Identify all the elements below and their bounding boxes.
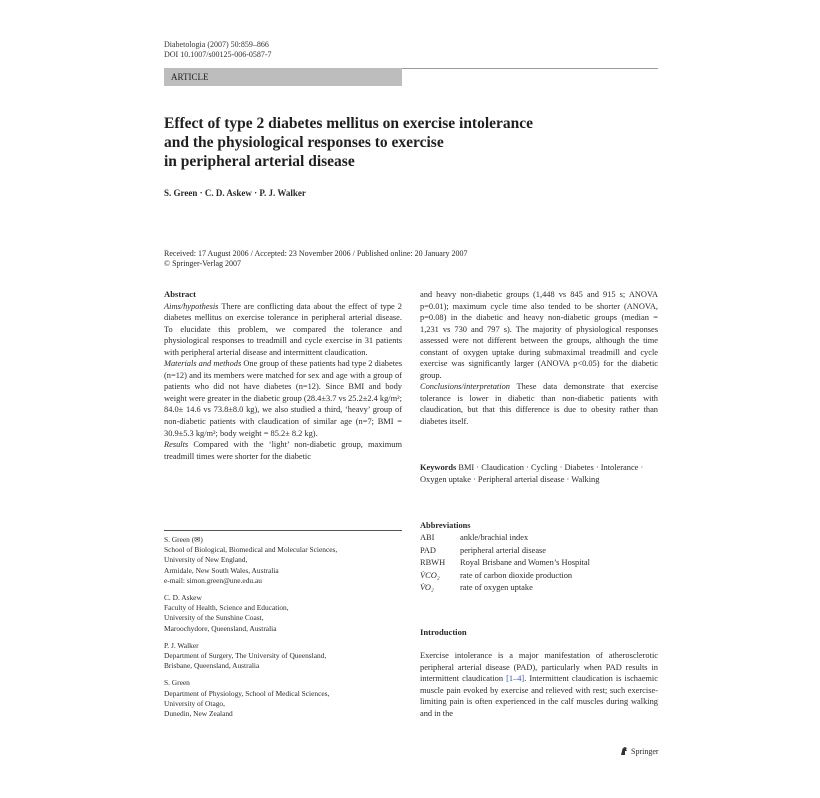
title-line: and the physiological responses to exercise	[164, 134, 444, 151]
abbreviation-row	[420, 532, 590, 544]
abstract-right-column	[420, 289, 658, 428]
affiliation-block	[164, 593, 402, 634]
introduction-text	[420, 650, 658, 720]
methods-label: Materials and methods	[164, 359, 242, 369]
affiliation-line: Maroochydore, Queensland, Australia	[164, 623, 277, 633]
publisher-logo	[619, 746, 659, 756]
affiliation-line: Armidale, New South Wales, Australia	[164, 565, 279, 575]
affiliation-line: Department of Surgery, The University of Queensland,	[164, 651, 327, 661]
abbreviation-row	[420, 582, 590, 594]
article-type-bar: ARTICLE	[164, 68, 402, 86]
keywords	[420, 462, 658, 486]
affiliation-line: School of Biological, Biomedical and Molecular Sciences,	[164, 545, 338, 555]
affiliation-line: University of the Sunshine Coast,	[164, 613, 264, 623]
abstract-conclusions	[420, 381, 658, 427]
methods-text: One group of these patients had type 2 diabetes (n=12) and its members were matched for sex and age with a group of patients who did not have diabetes (n=12). Since BMI and body weight were greater in the diabetic group (28.4±3.7 vs 25.2±2.4 kg/m²; 84.0± 14.6 vs 73.8±8.0 kg), we also studied a third, ‘heavy’ group of non-diabetic patients with claudication of similar age (n=7; BMI = 30.9±5.3 kg/m²; body weight = 85.2± 8.2 kg).	[164, 359, 402, 438]
abbreviation-key: PAD	[420, 545, 436, 555]
copyright-line: © Springer-Verlag 2007	[164, 259, 242, 268]
author-list: S. Green · C. D. Askew · P. J. Walker	[164, 188, 306, 198]
abbreviation-key: ABI	[420, 533, 435, 543]
introduction-heading: Introduction	[420, 627, 467, 637]
affiliation-line: Department of Physiology, School of Medical Sciences,	[164, 688, 330, 698]
conclusions-label: Conclusions/interpretation	[420, 382, 510, 392]
abbreviation-value: Royal Brisbane and Women’s Hospital	[460, 558, 590, 568]
affiliation-email: e-mail: simon.green@une.edu.au	[164, 575, 262, 585]
keywords-text: BMI · Claudication · Cycling · Diabetes · Intolerance · Oxygen uptake · Peripheral arterial disease · Walking	[420, 463, 644, 484]
journal-citation	[164, 40, 272, 60]
aims-label: Aims/hypothesis	[164, 301, 219, 311]
abbreviation-key: V̇O₂	[420, 583, 434, 593]
affiliation-name: S. Green (✉)	[164, 535, 203, 544]
abbreviations-table	[420, 532, 590, 594]
affiliation-line: Faculty of Health, Science and Education,	[164, 603, 289, 613]
affiliation-block	[164, 641, 402, 672]
abstract-results	[164, 439, 402, 462]
affiliation-block	[164, 678, 402, 719]
affiliations	[164, 535, 402, 726]
abbreviation-value: peripheral arterial disease	[460, 545, 547, 555]
abstract-methods	[164, 358, 402, 439]
abbreviation-value: rate of carbon dioxide production	[460, 570, 573, 580]
title-line: Effect of type 2 diabetes mellitus on exercise intolerance	[164, 115, 534, 132]
results-label: Results	[164, 440, 189, 450]
affiliation-name: S. Green	[164, 678, 190, 688]
abbreviation-row	[420, 557, 590, 569]
abbreviation-key: V̇CO₂	[420, 570, 440, 580]
affiliation-name: C. D. Askew	[164, 593, 202, 603]
abbreviation-value: rate of oxygen uptake	[460, 583, 533, 593]
springer-horse-icon	[619, 746, 629, 756]
abstract-left-column	[164, 289, 402, 462]
results-text: Compared with the ‘light’ non-diabetic group, maximum treadmill times were shorter for the diabetic	[164, 440, 402, 461]
abbreviation-key: RBWH	[420, 558, 446, 568]
abbreviation-value: ankle/brachial index	[460, 533, 529, 543]
aims-text: There are conflicting data about the effect of type 2 diabetes mellitus on exercise tolerance in peripheral arterial disease. To elucidate this problem, we compared the tolerance and physiological responses to treadmill and cycle exercise in 31 patients with peripheral arterial disease and intermittent claudication.	[164, 301, 402, 357]
doi-line: DOI 10.1007/s00125-006-0587-7	[164, 50, 272, 59]
results-continued: and heavy non-diabetic groups (1,448 vs 845 and 915 s; ANOVA p=0.01); maximum cycle time also tended to be shorter (ANOVA, p=0.08) in the diabetic and heavy non-diabetic groups (median = 1,231 vs 730 and 797 s). The majority of physiological responses assessed were not different between the groups, although the time constant of oxygen uptake during submaximal treadmill and cycle exercise was significantly larger (ANOVA p<0.05) for the diabetic group.	[420, 290, 658, 380]
journal-line: Diabetologia (2007) 50:859–866	[164, 40, 269, 49]
affiliation-line: University of New England,	[164, 555, 248, 565]
affiliation-line: Brisbane, Queensland, Australia	[164, 661, 260, 671]
citation-link[interactable]: [1–4]	[506, 674, 525, 684]
intro-text-a: Exercise intolerance is a major manifestation of atherosclerotic peripheral arterial disease (PAD), particularly when PAD results in intermittent claudication	[420, 651, 658, 684]
affiliation-line: University of Otago,	[164, 698, 225, 708]
abbreviations-heading: Abbreviations	[420, 521, 471, 530]
affiliation-rule	[164, 530, 402, 531]
paper-title	[164, 114, 644, 171]
received-line: Received: 17 August 2006 / Accepted: 23 November 2006 / Published online: 20 January 2007	[164, 249, 468, 258]
affiliation-block	[164, 535, 402, 586]
intro-text-b: . Intermittent claudication is ischaemic muscle pain evoked by exercise and relieved with rest; such exercise-limiting pain is often experienced in the calf muscles during walking and in the	[420, 674, 658, 718]
affiliation-name: P. J. Walker	[164, 640, 199, 650]
abbreviation-row	[420, 570, 590, 582]
publisher-name: Springer	[631, 746, 659, 756]
abstract-aims	[164, 301, 402, 359]
affiliation-line: Dunedin, New Zealand	[164, 709, 233, 719]
abstract-heading: Abstract	[164, 289, 196, 299]
publication-dates	[164, 249, 664, 269]
title-line: in peripheral arterial disease	[164, 153, 355, 170]
abbreviation-row	[420, 545, 590, 557]
conclusions-text: These data demonstrate that exercise tolerance is lower in diabetic than non-diabetic patients with claudication, but that this difference is due to obesity rather than diabetes itself.	[420, 382, 658, 427]
keywords-label: Keywords	[420, 463, 457, 472]
abbreviations	[420, 520, 658, 594]
